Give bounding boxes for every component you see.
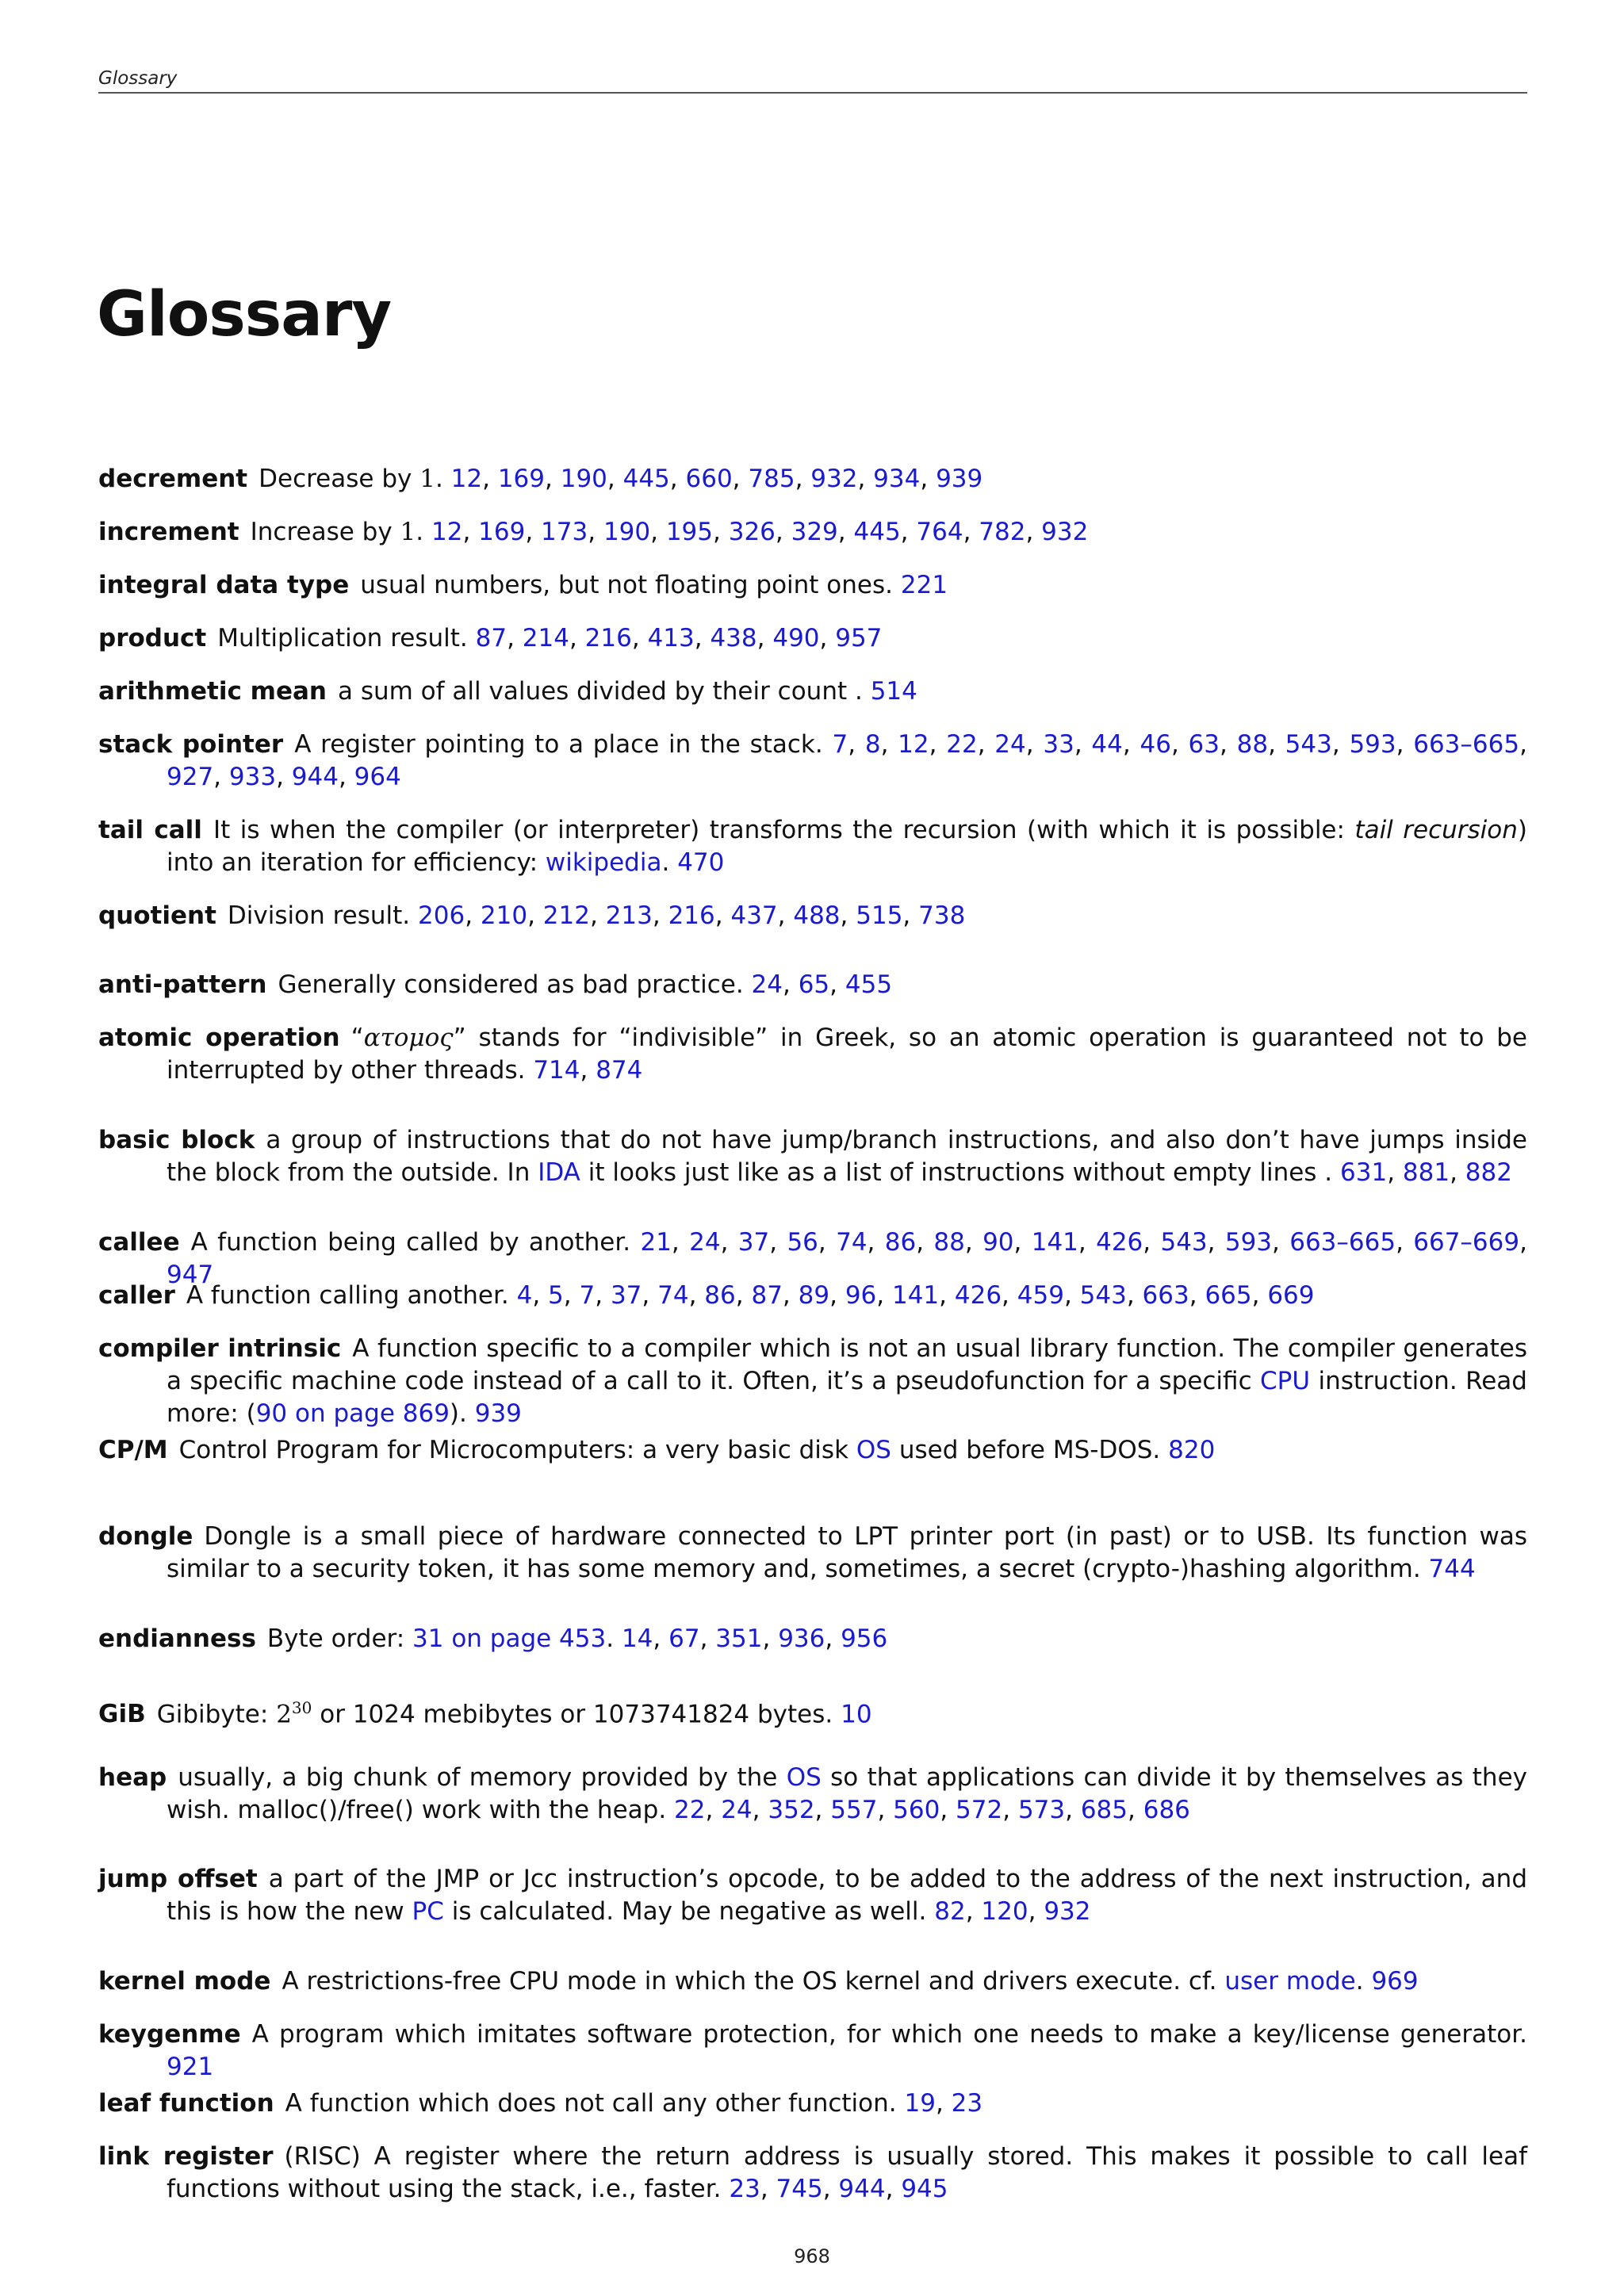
glossary-entry: jump offset a part of the JMP or Jcc instruction’s opcode, to be added to the address of the next instruction, and this is how the new PC is calculated. May be negative as well. 82, 120, 932 [98, 1865, 1527, 1926]
definition-text: ). [449, 1399, 467, 1428]
page-reference-link[interactable]: 934 [873, 465, 921, 493]
definition-text: so that applications can divide it by themselves as they wish. malloc()/free() work with the heap. [167, 1763, 1527, 1824]
page-reference-link[interactable]: 543 [1160, 1228, 1208, 1257]
glossary-entry [98, 675, 1527, 708]
definition-text: . [416, 518, 424, 546]
page-reference-link[interactable]: 37 [737, 1228, 770, 1257]
page-reference-link[interactable]: 21 [640, 1228, 672, 1257]
page-reference-link[interactable]: 141 [891, 1281, 940, 1310]
page-reference-link[interactable]: 881 [1402, 1158, 1450, 1187]
glossary-term: jump offset [98, 1865, 258, 1893]
definition-text: A function which does not call any other function. [285, 2089, 897, 2118]
page-reference-link[interactable]: 44 [1091, 730, 1123, 759]
page-reference-link[interactable]: 24 [689, 1228, 721, 1257]
page-reference-link[interactable]: 190 [560, 465, 607, 493]
page-reference-link[interactable]: 665 [1205, 1281, 1252, 1310]
superscript: 30 [291, 1698, 312, 1717]
definition-text: “ [350, 1024, 364, 1052]
definition-text: Generally considered as bad practice. [278, 970, 744, 999]
page-reference-link[interactable]: 543 [1285, 730, 1332, 759]
glossary-term: CP/M [98, 1436, 168, 1464]
glossary-term: anti-pattern [98, 970, 267, 999]
page-reference-link[interactable]: 939 [936, 465, 983, 493]
page-reference-link[interactable]: 12 [450, 465, 483, 493]
definition-text: A function specific to a compiler which is not an usual library function. The compiler generates a specific machine code instead of a call to it. Often, it’s a pseudofunction for a specific [167, 1334, 1527, 1395]
definition-text: Division result. [227, 901, 411, 930]
definition-text: tail recursion [1354, 816, 1518, 844]
page-reference-link[interactable]: 882 [1465, 1158, 1512, 1187]
definition-text: A program which imitates software protection, for which one needs to make a key/license generator. [251, 2020, 1527, 2049]
page-reference-link[interactable]: 663–665 [1413, 730, 1520, 759]
page-reference-link[interactable]: 12 [431, 518, 463, 546]
page-reference-link[interactable]: 23 [951, 2089, 983, 2118]
page-reference-link[interactable]: 74 [657, 1281, 689, 1310]
page-reference-link[interactable]: 63 [1188, 730, 1220, 759]
page-reference-link[interactable]: 782 [979, 518, 1026, 546]
page-reference-link[interactable]: 660 [685, 465, 733, 493]
page-reference-link[interactable]: 56 [787, 1228, 818, 1257]
page-reference-link[interactable]: 87 [751, 1281, 783, 1310]
glossary-term: tail call [98, 816, 202, 844]
definition-text: a group of instructions that do not have jump/branch instructions, and also don’t have jumps inside the block from the outside. In [167, 1126, 1527, 1187]
page-reference-link[interactable]: 46 [1139, 730, 1171, 759]
definition-text: Increase by [250, 518, 400, 546]
page-reference-link[interactable]: 7 [579, 1281, 596, 1310]
page-reference-link[interactable]: 173 [541, 518, 588, 546]
page-reference-link[interactable]: 543 [1079, 1281, 1127, 1310]
page-reference-link[interactable]: 213 [605, 901, 653, 930]
glossary-entry: endianness Byte order: 31 on page 453. 14, 67, 351, 936, 956 [98, 1624, 888, 1653]
definition-text: or 1024 mebibytes or 1073741824 bytes. [312, 1700, 833, 1729]
page-reference-link[interactable]: 86 [884, 1228, 917, 1257]
page-reference-link[interactable]: 744 [1428, 1555, 1476, 1583]
page-reference-link[interactable]: 326 [728, 518, 776, 546]
page-reference-link[interactable]: 413 [647, 624, 695, 652]
glossary-entry: quotient Division result. 206, 210, 212, 213, 216, 437, 488, 515, 738 [98, 901, 966, 930]
page-reference-link[interactable]: 573 [1017, 1796, 1066, 1824]
page-reference-link[interactable]: 785 [748, 465, 795, 493]
glossary-entry: anti-pattern Generally considered as bad practice. 24, 65, 455 [98, 970, 893, 999]
page-reference-link[interactable]: 195 [665, 518, 713, 546]
math-symbol: 1 [419, 465, 435, 493]
page-reference-link[interactable]: 514 [870, 677, 917, 706]
definition-text: usually, a big chunk of memory provided by the [178, 1763, 787, 1792]
definition-text: Byte order: [266, 1624, 413, 1653]
glossary-term: atomic operation [98, 1024, 340, 1052]
page-reference-link[interactable]: 667–669 [1413, 1228, 1520, 1257]
page-reference-link[interactable]: 438 [710, 624, 757, 652]
definition-text: . [606, 1624, 615, 1653]
page-reference-link[interactable]: 214 [522, 624, 569, 652]
glossary-entry: leaf function A function which does not call any other function. 19, 23 [98, 2089, 983, 2118]
page-reference-link[interactable]: 210 [480, 901, 528, 930]
page-reference-link[interactable]: 12 [898, 730, 929, 759]
glossary-term: quotient [98, 901, 216, 930]
page-reference-link[interactable]: 663–665 [1289, 1228, 1396, 1257]
definition-text: Multiplication result. [217, 624, 468, 652]
page-reference-link[interactable]: 947 [167, 1261, 214, 1289]
cross-reference-link[interactable]: IDA [538, 1158, 580, 1187]
page-reference-link[interactable]: 557 [830, 1796, 878, 1824]
page-reference-link[interactable]: 24 [751, 970, 783, 999]
glossary-term: product [98, 624, 207, 652]
page-reference-link[interactable]: 351 [715, 1624, 763, 1653]
page-reference-link[interactable]: 631 [1340, 1158, 1388, 1187]
glossary-entry [98, 569, 1527, 602]
page-reference-link[interactable]: 488 [793, 901, 841, 930]
page-reference-link[interactable]: 24 [994, 730, 1026, 759]
definition-text: Control Program for Microcomputers: a very basic disk [178, 1436, 856, 1464]
glossary-term: heap [98, 1763, 167, 1792]
page-reference-link[interactable]: 216 [584, 624, 632, 652]
glossary-term: basic block [98, 1126, 255, 1154]
glossary-entry: heap usually, a big chunk of memory provided by the OS so that applications can divide it by themselves as they wish. malloc()/free() work with the heap. 22, 24, 352, 557, 560, 572, 573, 685, 686 [98, 1763, 1527, 1824]
page-reference-link[interactable]: 24 [721, 1796, 753, 1824]
page-reference-link[interactable]: 88 [933, 1228, 965, 1257]
page-reference-link[interactable]: 663 [1142, 1281, 1189, 1310]
page-reference-link[interactable]: 969 [1371, 1967, 1419, 1996]
page-reference-link[interactable]: 560 [893, 1796, 940, 1824]
page-reference-link[interactable]: 141 [1031, 1228, 1078, 1257]
page-reference-link[interactable]: 22 [946, 730, 978, 759]
page-reference-link[interactable]: 764 [916, 518, 963, 546]
page-reference-link[interactable]: 216 [668, 901, 715, 930]
page-reference-link[interactable]: 437 [730, 901, 778, 930]
glossary-entry: product Multiplication result. 87, 214, 216, 413, 438, 490, 957 [98, 624, 883, 652]
page-reference-link[interactable]: 206 [418, 901, 465, 930]
page-reference-link[interactable]: 686 [1143, 1796, 1190, 1824]
cross-reference-link[interactable]: OS [786, 1763, 822, 1792]
page-reference-link[interactable]: 445 [853, 518, 901, 546]
page-reference-link[interactable]: 593 [1224, 1228, 1273, 1257]
page-reference-link[interactable]: 86 [704, 1281, 736, 1310]
glossary-entry [98, 1333, 1527, 1430]
page-reference-link[interactable]: 22 [674, 1796, 706, 1824]
page-reference-link[interactable]: 87 [475, 624, 508, 652]
definition-text: A restrictions-free CPU mode in which the OS kernel and drivers execute. cf. [282, 1967, 1225, 1996]
glossary-entry: basic block a group of instructions that do not have jump/branch instructions, and also don’t have jumps inside the block from the outside. In IDA it looks just like as a list of instructions without empty lines . 631, 881, 882 [98, 1126, 1527, 1187]
glossary-entry [98, 814, 1527, 879]
glossary-entry: atomic operation “ατομος” stands for “indivisible” in Greek, so an atomic operation is guaranteed not to be interrupted by other threads. 714, 874 [98, 1024, 1528, 1085]
page-number: 968 [794, 2245, 830, 2267]
page-reference-link[interactable]: 90 [982, 1228, 1014, 1257]
glossary-entry: increment Increase by 1. 12, 169, 173, 190, 195, 326, 329, 445, 764, 782, 932 [98, 518, 1089, 546]
page-reference-link[interactable]: 490 [772, 624, 820, 652]
page-reference-link[interactable]: 455 [845, 970, 893, 999]
page-reference-link[interactable]: 964 [354, 763, 401, 791]
glossary-entry [98, 2019, 1527, 2084]
cross-reference-link[interactable]: user mode [1224, 1967, 1356, 1996]
glossary-entry: link register (RISC) A register where the return address is usually stored. This makes it possible to call leaf functions without using the stack, i.e., faster. 23, 745, 944, 945 [98, 2142, 1527, 2203]
page-reference-link[interactable]: 426 [954, 1281, 1002, 1310]
glossary-term: link register [98, 2142, 274, 2171]
page-reference-link[interactable]: 221 [900, 571, 948, 599]
math-symbol: 2 [276, 1700, 292, 1729]
page-reference-link[interactable]: 5 [548, 1281, 564, 1310]
page-reference-link[interactable]: 956 [841, 1624, 888, 1653]
definition-text: It is when the compiler (or interpreter) transforms the recursion (with which it is possible: [213, 816, 1355, 844]
definition-text: ” stands for “indivisible” in Greek, so an atomic operation is guaranteed not to be interrupted by other threads. [167, 1024, 1528, 1085]
page-reference-link[interactable]: 927 [167, 763, 214, 791]
definition-text: . [435, 465, 443, 493]
glossary-entry [98, 1965, 1527, 1998]
page-reference-link[interactable]: 738 [918, 901, 966, 930]
glossary-term: dongle [98, 1522, 193, 1551]
page-reference-link[interactable]: 944 [838, 2175, 886, 2203]
definition-text: (RISC) A register where the return address is usually stored. This makes it possible to call leaf functions without using the stack, i.e., faster. [167, 2142, 1527, 2203]
glossary-term: callee [98, 1228, 180, 1257]
glossary-term: leaf function [98, 2089, 274, 2118]
glossary-term: increment [98, 518, 239, 546]
page-reference-link[interactable]: 212 [542, 901, 590, 930]
page-reference-link[interactable]: 933 [228, 763, 277, 791]
definition-text: Gibibyte: [156, 1700, 277, 1729]
definition-text: used before MS-DOS. [891, 1436, 1161, 1464]
definition-text: instruction. Read more: ( [167, 1367, 1527, 1428]
glossary-term: caller [98, 1281, 175, 1310]
glossary-entry: decrement Decrease by 1. 12, 169, 190, 445, 660, 785, 932, 934, 939 [98, 465, 983, 493]
page-reference-link[interactable]: 352 [768, 1796, 815, 1824]
page-reference-link[interactable]: 19 [904, 2089, 936, 2118]
page-reference-link[interactable]: 874 [596, 1056, 643, 1085]
page-reference-link[interactable]: 169 [497, 465, 545, 493]
page-reference-link[interactable]: 939 [474, 1399, 522, 1428]
definition-text: it looks just like as a list of instructions without empty lines . [580, 1158, 1333, 1187]
cross-reference-link[interactable]: CPU [1260, 1367, 1311, 1395]
page-reference-link[interactable]: 820 [1168, 1436, 1216, 1464]
glossary-term: kernel mode [98, 1967, 271, 1996]
running-head: Glossary [98, 68, 1527, 94]
glossary-term: endianness [98, 1624, 256, 1653]
math-symbol: 1 [400, 518, 416, 546]
page-reference-link[interactable]: 932 [810, 465, 858, 493]
definition-text: Dongle is a small piece of hardware connected to LPT printer port (in past) or to USB. Its function was similar to a security token, it has some memory and, sometimes, a secret (crypto-)hashing algorithm. [167, 1522, 1527, 1583]
page-reference-link[interactable]: 714 [533, 1056, 580, 1085]
page-reference-link[interactable]: 14 [621, 1624, 653, 1653]
definition-text: is calculated. May be negative as well. [443, 1897, 927, 1926]
definition-text: A register pointing to a place in the stack. [294, 730, 823, 759]
glossary-term: keygenme [98, 2020, 241, 2049]
page-reference-link[interactable]: 921 [167, 2053, 214, 2081]
glossary-entry [98, 1521, 1527, 1586]
definition-text: Decrease by [259, 465, 420, 493]
page-title: Glossary [97, 279, 392, 350]
glossary-entry: stack pointer A register pointing to a place in the stack. 7, 8, 12, 22, 24, 33, 44, 46, 63, 88, 543, 593, 663–665, 927, 933, 944, 964 [98, 730, 1527, 791]
cross-reference-link[interactable]: 31 on page 453 [412, 1624, 607, 1653]
page-reference-link[interactable]: 426 [1096, 1228, 1143, 1257]
cross-reference-link[interactable]: wikipedia [545, 848, 662, 877]
page-reference-link[interactable]: 82 [934, 1897, 966, 1926]
cross-reference-link[interactable]: PC [412, 1897, 444, 1926]
glossary-term: arithmetic mean [98, 677, 327, 706]
page-reference-link[interactable]: 445 [622, 465, 670, 493]
page-reference-link[interactable]: 932 [1041, 518, 1089, 546]
page-reference-link[interactable]: 470 [677, 848, 725, 877]
definition-text: . [1355, 1967, 1364, 1996]
page-reference-link[interactable]: 932 [1044, 1897, 1091, 1926]
page-reference-link[interactable]: 936 [778, 1624, 825, 1653]
glossary-entry [98, 1692, 1527, 1731]
page-reference-link[interactable]: 8 [864, 730, 881, 759]
page-reference-link[interactable]: 33 [1043, 730, 1074, 759]
glossary-term: integral data type [98, 571, 350, 599]
page-reference-link[interactable]: 593 [1349, 730, 1396, 759]
glossary-term: GiB [98, 1700, 146, 1729]
page-reference-link[interactable]: 685 [1080, 1796, 1128, 1824]
definition-text: usual numbers, but not floating point ones. [360, 571, 894, 599]
definition-text: ) into an iteration for efficiency: [167, 816, 1528, 877]
page-reference-link[interactable]: 957 [835, 624, 883, 652]
page-reference-link[interactable]: 459 [1017, 1281, 1064, 1310]
page-reference-link[interactable]: 745 [776, 2175, 823, 2203]
glossary-entry: caller A function calling another. 4, 5, 7, 37, 74, 86, 87, 89, 96, 141, 426, 459, 543, 663, 665, 669 [98, 1281, 1315, 1310]
cross-reference-link[interactable]: 90 on page 869 [255, 1399, 450, 1428]
page-reference-link[interactable]: 945 [901, 2175, 948, 2203]
page-reference-link[interactable]: 96 [845, 1281, 877, 1310]
definition-text: A function calling another. [186, 1281, 509, 1310]
definition-text: . [661, 848, 670, 877]
page-reference-link[interactable]: 7 [832, 730, 848, 759]
page-reference-link[interactable]: 74 [836, 1228, 868, 1257]
page-reference-link[interactable]: 515 [856, 901, 903, 930]
page-reference-link[interactable]: 120 [981, 1897, 1028, 1926]
page-reference-link[interactable]: 669 [1267, 1281, 1315, 1310]
math-symbol: ατομος [363, 1024, 454, 1052]
glossary-entry [98, 1434, 1527, 1467]
page-reference-link[interactable]: 190 [603, 518, 651, 546]
definition-text: a sum of all values divided by their count . [337, 677, 863, 706]
glossary-term: compiler intrinsic [98, 1334, 342, 1363]
page-reference-link[interactable]: 4 [516, 1281, 533, 1310]
definition-text: a part of the JMP or Jcc instruction’s opcode, to be added to the address of the next instruction, and this is how the new [167, 1865, 1527, 1926]
page-reference-link[interactable]: 23 [729, 2175, 760, 2203]
page-reference-link[interactable]: 37 [610, 1281, 642, 1310]
definition-text: A function being called by another. [190, 1228, 631, 1257]
cross-reference-link[interactable]: OS [856, 1436, 891, 1464]
glossary-term: decrement [98, 465, 248, 493]
glossary-entry: callee A function being called by another. 21, 24, 37, 56, 74, 86, 88, 90, 141, 426, 543, 593, 663–665, 667–669, 947 [98, 1228, 1527, 1289]
page-reference-link[interactable]: 67 [668, 1624, 700, 1653]
page-reference-link[interactable]: 944 [291, 763, 339, 791]
glossary-term: stack pointer [98, 730, 284, 759]
page-reference-link[interactable]: 65 [798, 970, 830, 999]
page-reference-link[interactable]: 10 [841, 1700, 872, 1729]
page-reference-link[interactable]: 169 [478, 518, 526, 546]
page-reference-link[interactable]: 572 [956, 1796, 1003, 1824]
page-reference-link[interactable]: 88 [1236, 730, 1269, 759]
page-reference-link[interactable]: 89 [798, 1281, 830, 1310]
page-reference-link[interactable]: 329 [791, 518, 838, 546]
